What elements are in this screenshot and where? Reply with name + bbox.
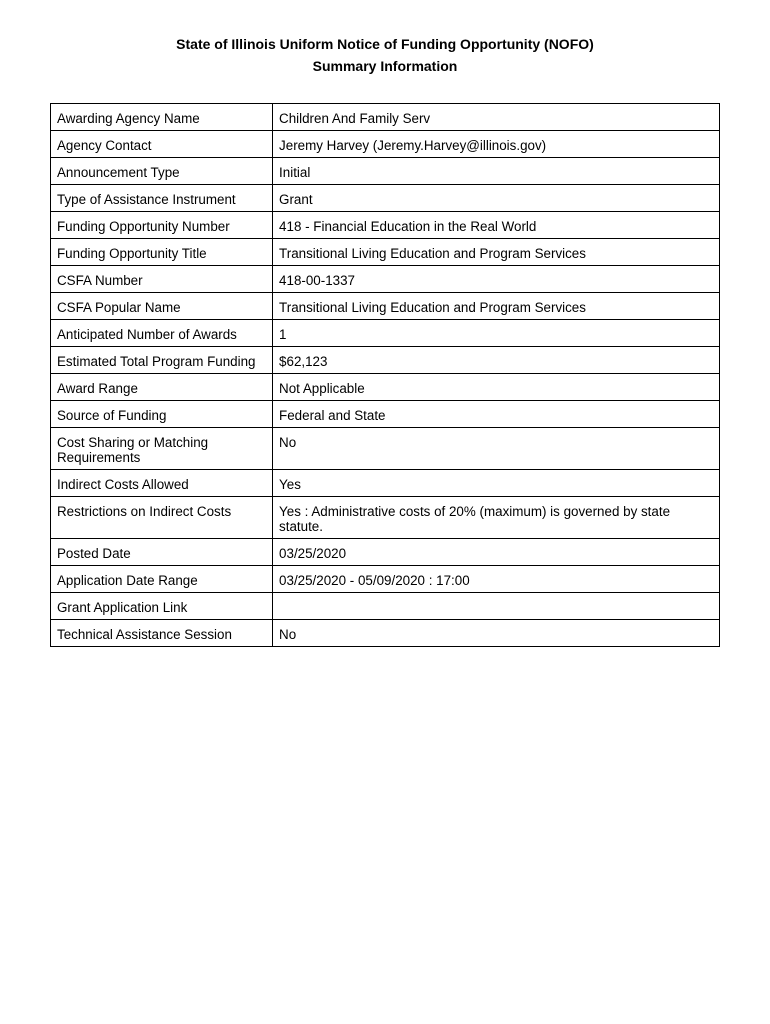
table-row bbox=[51, 593, 720, 620]
table-row bbox=[51, 401, 720, 428]
row-label: Indirect Costs Allowed bbox=[51, 470, 273, 497]
row-value: No bbox=[273, 428, 720, 470]
table-row bbox=[51, 470, 720, 497]
document-subtitle: Summary Information bbox=[312, 58, 458, 74]
table-row bbox=[51, 539, 720, 566]
row-value: Yes bbox=[273, 470, 720, 497]
row-label: Cost Sharing or Matching Requirements bbox=[51, 428, 273, 470]
row-value: Jeremy Harvey (Jeremy.Harvey@illinois.gov) bbox=[273, 131, 720, 158]
row-label: Anticipated Number of Awards bbox=[51, 320, 273, 347]
table-row bbox=[51, 620, 720, 647]
table-row bbox=[51, 239, 720, 266]
row-label: Source of Funding bbox=[51, 401, 273, 428]
row-label: CSFA Popular Name bbox=[51, 293, 273, 320]
table-row bbox=[51, 293, 720, 320]
table-row bbox=[51, 131, 720, 158]
row-label: Application Date Range bbox=[51, 566, 273, 593]
row-label: Restrictions on Indirect Costs bbox=[51, 497, 273, 539]
row-label: Type of Assistance Instrument bbox=[51, 185, 273, 212]
table-row bbox=[51, 185, 720, 212]
row-value: Children And Family Serv bbox=[273, 104, 720, 131]
table-row bbox=[51, 266, 720, 293]
table-row bbox=[51, 347, 720, 374]
row-label: Estimated Total Program Funding bbox=[51, 347, 273, 374]
row-value: Transitional Living Education and Program Services bbox=[273, 239, 720, 266]
row-label: Announcement Type bbox=[51, 158, 273, 185]
table-row bbox=[51, 428, 720, 470]
table-row bbox=[51, 566, 720, 593]
table-row bbox=[51, 497, 720, 539]
row-value: Yes : Administrative costs of 20% (maximum) is governed by state statute. bbox=[273, 497, 720, 539]
row-value[interactable] bbox=[273, 593, 720, 620]
row-value: Initial bbox=[273, 158, 720, 185]
row-value: 1 bbox=[273, 320, 720, 347]
row-value: $62,123 bbox=[273, 347, 720, 374]
row-label: Grant Application Link bbox=[51, 593, 273, 620]
row-label: Agency Contact bbox=[51, 131, 273, 158]
row-label: Technical Assistance Session bbox=[51, 620, 273, 647]
row-value: 418-00-1337 bbox=[273, 266, 720, 293]
row-value: 418 - Financial Education in the Real World bbox=[273, 212, 720, 239]
row-value: Not Applicable bbox=[273, 374, 720, 401]
row-label: Posted Date bbox=[51, 539, 273, 566]
document-title: State of Illinois Uniform Notice of Funding Opportunity (NOFO) bbox=[176, 36, 594, 52]
row-label: Award Range bbox=[51, 374, 273, 401]
table-row bbox=[51, 104, 720, 131]
row-value: 03/25/2020 bbox=[273, 539, 720, 566]
row-label: Funding Opportunity Number bbox=[51, 212, 273, 239]
row-value: 03/25/2020 - 05/09/2020 : 17:00 bbox=[273, 566, 720, 593]
row-value: Grant bbox=[273, 185, 720, 212]
table-row bbox=[51, 320, 720, 347]
row-label: CSFA Number bbox=[51, 266, 273, 293]
table-row bbox=[51, 158, 720, 185]
row-value: Federal and State bbox=[273, 401, 720, 428]
row-label: Funding Opportunity Title bbox=[51, 239, 273, 266]
table-row bbox=[51, 374, 720, 401]
row-value: Transitional Living Education and Program Services bbox=[273, 293, 720, 320]
row-label: Awarding Agency Name bbox=[51, 104, 273, 131]
row-value: No bbox=[273, 620, 720, 647]
table-row bbox=[51, 212, 720, 239]
summary-table bbox=[50, 103, 720, 647]
